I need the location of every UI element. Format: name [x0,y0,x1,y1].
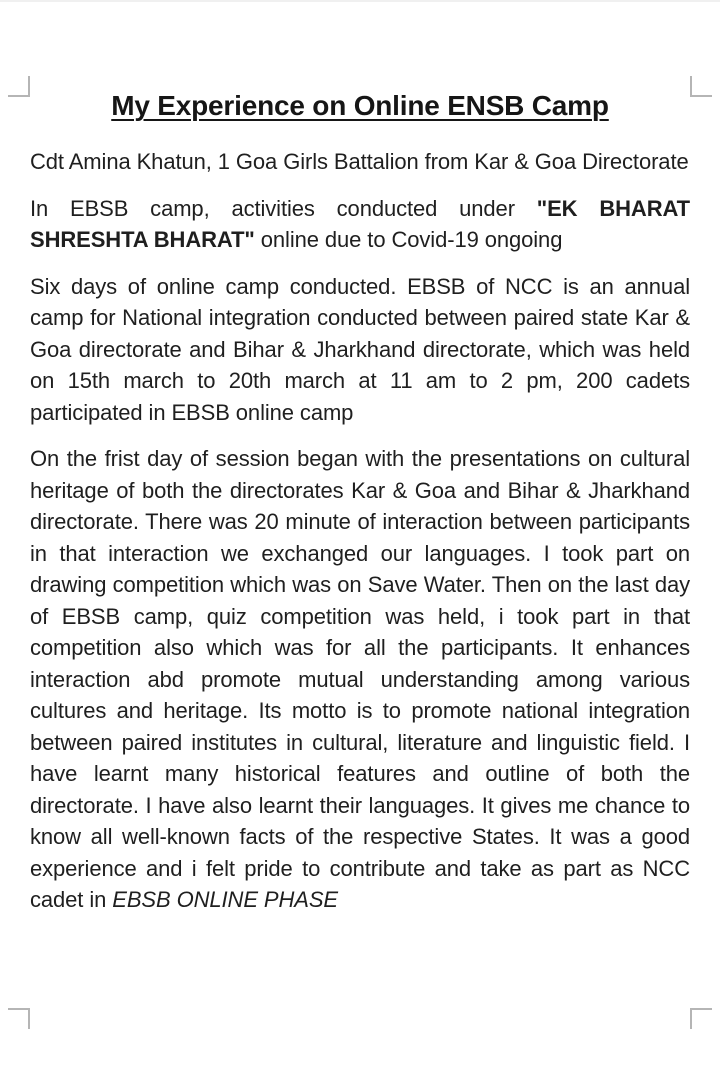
text-boundary-corner-top-left [8,76,30,97]
text-segment-bold: "EK BHARAT SHRESHTA BHARAT" [30,195,690,252]
paragraph [30,146,690,178]
page-top-edge-line [0,0,720,2]
text-boundary-corner-bottom-left [8,1008,30,1029]
text-segment-regular: In EBSB camp, activities conducted under [30,195,537,221]
text-segment-regular: On the frist day of session began with the presentations on cultural heritage of both the directorates Kar & Goa and Bihar & Jharkhand directorate. There was 20 minute of interaction between participants in that interaction we exchanged our languages. I took part on drawing competition which was on Save Water. Then on the last day of EBSB camp, quiz competition was held, i took part in that competition also which was for all the participants. It enhances interaction abd promote mutual understanding among various cultures and heritage. Its motto is to promote national integration between paired institutes in cultural, literature and linguistic field. I have learnt many historical features and outline of both the directorate. I have also learnt their languages. It gives me chance to know all well-known facts of the respective States. It was a good experience and i felt pride to contribute and take as part as NCC cadet in [30,446,690,912]
paragraph [30,193,690,256]
text-boundary-corner-bottom-right [690,1008,712,1029]
paragraph [30,443,690,916]
text-segment-regular: online due to Covid-19 ongoing [254,227,563,252]
document-title: My Experience on Online ENSB Camp [111,90,609,121]
document-content [30,88,690,916]
text-segment-regular: Cdt Amina Khatun, 1 Goa Girls Battalion from Kar & Goa Directorate [30,149,689,174]
text-boundary-corner-top-right [690,76,712,97]
paragraph [30,271,690,429]
text-segment-italic: EBSB ONLINE PHASE [112,887,338,912]
text-segment-regular: Six days of online camp conducted. EBSB of NCC is an annual camp for National integration conducted between paired state Kar & Goa directorate and Bihar & Jharkhand directorate, which was held on 15th march to 20th march at 11 am to 2 pm, 200 cadets participated in EBSB online camp [30,273,690,425]
paragraphs-container [30,146,690,916]
